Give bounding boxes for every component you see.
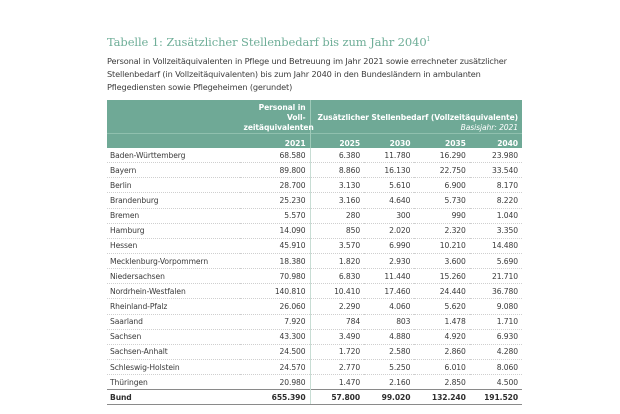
bedarf-value: 10.210 <box>414 238 469 253</box>
personal-value: 70.980 <box>240 269 311 284</box>
table-row <box>107 238 522 253</box>
bedarf-value: 1.820 <box>310 253 364 268</box>
bedarf-value: 22.750 <box>414 163 469 178</box>
personal-value: 43.300 <box>240 329 311 344</box>
bedarf-value: 3.160 <box>310 193 364 208</box>
bedarf-value: 8.220 <box>470 193 522 208</box>
table-row <box>107 329 522 344</box>
personal-value: 89.800 <box>240 163 311 178</box>
bedarf-value: 36.780 <box>470 284 522 299</box>
personal-value: 28.700 <box>240 178 311 193</box>
bedarf-value: 3.350 <box>470 223 522 238</box>
table-body <box>107 148 522 405</box>
personal-value: 45.910 <box>240 238 311 253</box>
bedarf-value: 6.900 <box>414 178 469 193</box>
bedarf-value: 300 <box>364 208 414 223</box>
table-row <box>107 253 522 268</box>
bedarf-value: 57.800 <box>310 390 364 405</box>
state-name: Brandenburg <box>107 193 240 208</box>
table-row <box>107 178 522 193</box>
bedarf-value: 24.440 <box>414 284 469 299</box>
bedarf-value: 6.010 <box>414 359 469 374</box>
state-name: Sachsen-Anhalt <box>107 344 240 359</box>
bedarf-value: 1.040 <box>470 208 522 223</box>
bedarf-value: 2.850 <box>414 375 469 390</box>
state-name: Niedersachsen <box>107 269 240 284</box>
bedarf-value: 15.260 <box>414 269 469 284</box>
personal-value: 140.810 <box>240 284 311 299</box>
header-year: 2025 <box>310 134 364 149</box>
personal-value: 18.380 <box>240 253 311 268</box>
header-personal <box>240 100 314 134</box>
bedarf-value: 1.720 <box>310 344 364 359</box>
state-name: Rheinland-Pfalz <box>107 299 240 314</box>
bedarf-value: 990 <box>414 208 469 223</box>
bedarf-value: 21.710 <box>470 269 522 284</box>
personal-value: 26.060 <box>240 299 311 314</box>
table-row <box>107 193 522 208</box>
header-year: 2040 <box>470 134 522 149</box>
bedarf-value: 6.380 <box>310 148 364 163</box>
bedarf-value: 8.860 <box>310 163 364 178</box>
personal-value: 24.500 <box>240 344 311 359</box>
bedarf-value: 784 <box>310 314 364 329</box>
bedarf-value: 9.080 <box>470 299 522 314</box>
bedarf-value: 4.880 <box>364 329 414 344</box>
bedarf-value: 5.620 <box>414 299 469 314</box>
bedarf-value: 23.980 <box>470 148 522 163</box>
bedarf-value: 6.930 <box>470 329 522 344</box>
bedarf-value: 1.478 <box>414 314 469 329</box>
header-bedarf-label: Zusätzlicher Stellenbedarf (Vollzeitäquivalente) <box>317 113 518 122</box>
bedarf-value: 2.290 <box>310 299 364 314</box>
bedarf-value: 16.290 <box>414 148 469 163</box>
table-row <box>107 284 522 299</box>
bedarf-value: 280 <box>310 208 364 223</box>
header-personal-label: Personal in Voll-zeitäquivalenten <box>243 103 314 132</box>
bedarf-value: 6.990 <box>364 238 414 253</box>
bedarf-value: 8.060 <box>470 359 522 374</box>
state-name: Thüringen <box>107 375 240 390</box>
state-name: Bayern <box>107 163 240 178</box>
footnote-marker: 1 <box>426 36 431 43</box>
bedarf-value: 8.170 <box>470 178 522 193</box>
header-row-years <box>107 134 522 149</box>
bedarf-value: 4.500 <box>470 375 522 390</box>
table-row <box>107 359 522 374</box>
bedarf-value: 2.160 <box>364 375 414 390</box>
bedarf-value: 2.860 <box>414 344 469 359</box>
state-name: Bremen <box>107 208 240 223</box>
table-row <box>107 148 522 163</box>
bedarf-value: 3.570 <box>310 238 364 253</box>
personal-value: 655.390 <box>240 390 311 405</box>
state-name: Nordrhein-Westfalen <box>107 284 240 299</box>
bedarf-value: 4.060 <box>364 299 414 314</box>
header-year: 2035 <box>414 134 469 149</box>
personal-value: 7.920 <box>240 314 311 329</box>
bedarf-value: 17.460 <box>364 284 414 299</box>
bedarf-value: 3.130 <box>310 178 364 193</box>
state-name: Mecklenburg-Vorpommern <box>107 253 240 268</box>
bedarf-value: 11.780 <box>364 148 414 163</box>
table-description: Personal in Vollzeitäquivalenten in Pflege und Betreuung im Jahr 2021 sowie errechneter zusätzlicher Stellenbedarf (in Vollzeitäquivalenten) bis zum Jahr 2040 in den Bundesländern in ambulanten Pflegediensten sowie Pflegeheimen (gerundet) <box>107 56 507 92</box>
bedarf-value: 1.470 <box>310 375 364 390</box>
table-row <box>107 208 522 223</box>
personal-value: 14.090 <box>240 223 311 238</box>
table-row <box>107 314 522 329</box>
bedarf-value: 3.490 <box>310 329 364 344</box>
personal-value: 68.580 <box>240 148 311 163</box>
state-name: Bund <box>107 390 240 405</box>
bedarf-value: 33.540 <box>470 163 522 178</box>
bedarf-value: 1.710 <box>470 314 522 329</box>
personal-value: 5.570 <box>240 208 311 223</box>
bedarf-value: 14.480 <box>470 238 522 253</box>
staffing-table <box>107 100 522 405</box>
personal-value: 25.230 <box>240 193 311 208</box>
bedarf-value: 10.410 <box>310 284 364 299</box>
table-title-text: Tabelle 1: Zusätzlicher Stellenbedarf bis zum Jahr 2040 <box>107 35 427 49</box>
bedarf-value: 850 <box>310 223 364 238</box>
bedarf-value: 11.440 <box>364 269 414 284</box>
table-title <box>107 35 430 49</box>
table-row <box>107 375 522 390</box>
table-row <box>107 344 522 359</box>
bedarf-value: 16.130 <box>364 163 414 178</box>
bedarf-value: 99.020 <box>364 390 414 405</box>
bedarf-value: 4.280 <box>470 344 522 359</box>
state-name: Schleswig-Holstein <box>107 359 240 374</box>
bedarf-value: 5.610 <box>364 178 414 193</box>
bedarf-value: 2.020 <box>364 223 414 238</box>
personal-value: 24.570 <box>240 359 311 374</box>
bedarf-value: 191.520 <box>470 390 522 405</box>
state-name: Berlin <box>107 178 240 193</box>
header-row-groups <box>107 100 522 134</box>
bedarf-value: 6.830 <box>310 269 364 284</box>
header-basis-year: Basisjahr: 2021 <box>460 123 518 132</box>
table-row <box>107 163 522 178</box>
bedarf-value: 2.320 <box>414 223 469 238</box>
bedarf-value: 2.930 <box>364 253 414 268</box>
state-name: Sachsen <box>107 329 240 344</box>
header-empty-cell <box>107 134 240 149</box>
state-name: Hamburg <box>107 223 240 238</box>
state-name: Saarland <box>107 314 240 329</box>
bedarf-value: 132.240 <box>414 390 469 405</box>
bedarf-value: 803 <box>364 314 414 329</box>
bedarf-value: 4.640 <box>364 193 414 208</box>
header-year: 2030 <box>364 134 414 149</box>
state-name: Baden-Württemberg <box>107 148 240 163</box>
bedarf-value: 2.770 <box>310 359 364 374</box>
bedarf-value: 5.690 <box>470 253 522 268</box>
bedarf-value: 5.250 <box>364 359 414 374</box>
header-year: 2021 <box>240 134 311 149</box>
header-bedarf <box>310 100 522 134</box>
table-row <box>107 223 522 238</box>
bedarf-value: 3.600 <box>414 253 469 268</box>
bedarf-value: 5.730 <box>414 193 469 208</box>
table-row-total <box>107 390 522 405</box>
bedarf-value: 2.580 <box>364 344 414 359</box>
header-empty-cell <box>107 100 240 134</box>
table-row <box>107 269 522 284</box>
state-name: Hessen <box>107 238 240 253</box>
bedarf-value: 4.920 <box>414 329 469 344</box>
table-row <box>107 299 522 314</box>
personal-value: 20.980 <box>240 375 311 390</box>
